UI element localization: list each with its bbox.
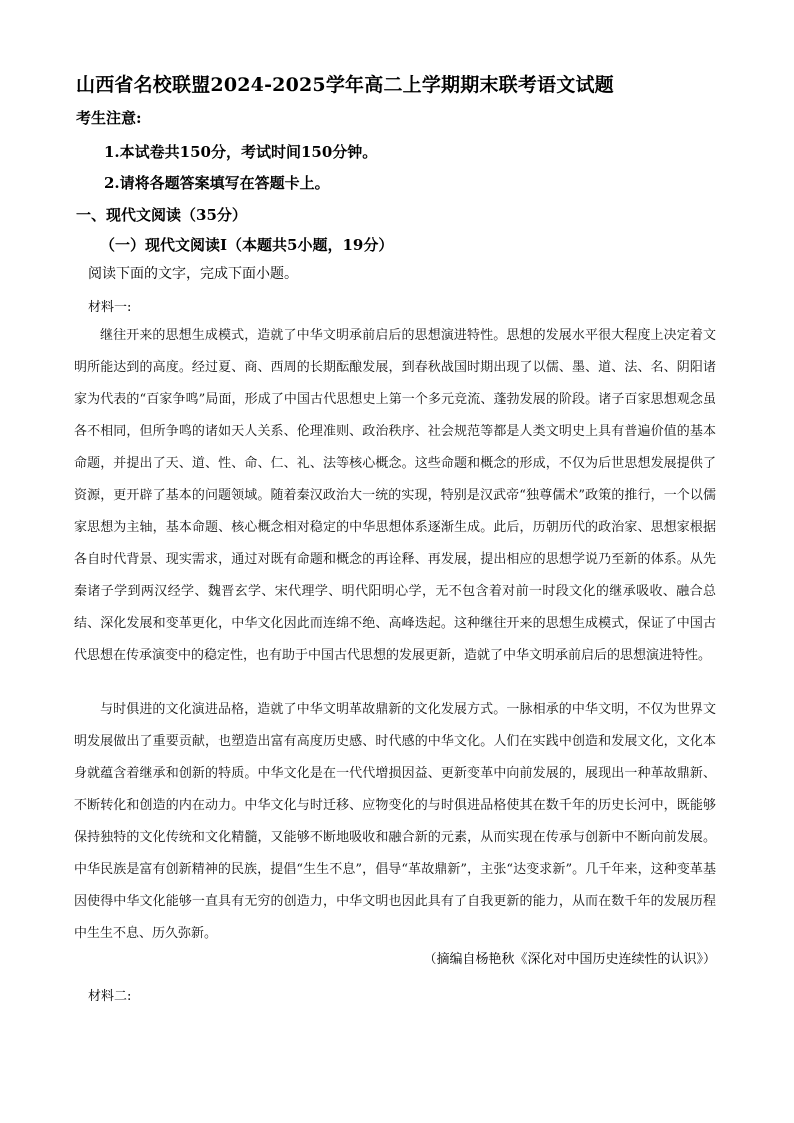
subsection-heading: （一）现代文阅读Ⅰ（本题共5小题，19分） [100,236,394,254]
notice-item-2: 2.请将各题答案填写在答题卡上。 [104,174,330,192]
material-2-label: 材料二: [88,989,132,1004]
material-1-paragraph-1: 继往开来的思想生成模式，造就了中华文明承前启后的思想演进特性。思想的发展水平很大程度上决定着文明所能达到的高度。经过夏、商、西周的长期酝酿发展，到春秋战国时期出现了以儒、墨、道、法、名、阴阳诸家为代表的“百家争鸣”局面，形成了中国古代思想史上第一个多元竞流、蓬勃发展的阶段。诸子百家思想观念虽各不相同，但所争鸣的诸如天人关系、伦理准则、政治秩序、社会规范等都是人类文明史上具有普遍价值的基本命题，并提出了天、道、性、命、仁、礼、法等核心概念。这些命题和概念的形成，不仅为后世思想发展提供了资源，更开辟了基本的问题领域。随着秦汉政治大一统的实现，特别是汉武帝“独尊儒术”政策的推行，一个以儒家思想为主轴，基本命题、核心概念相对稳定的中华思想体系逐渐生成。此后，历朝历代的政治家、思想家根据各自时代背景、现实需求，通过对既有命题和概念的再诠释、再发展，提出相应的思想学说乃至新的体系。从先秦诸子学到两汉经学、魏晋玄学、宋代理学、明代阳明心学，无不包含着对前一时段文化的继承吸收、融合总结、深化发展和变革更化，中华文化因此而连绵不绝、高峰迭起。这种继往开来的思想生成模式，保证了中国古代思想在传承演变中的稳定性，也有助于中国古代思想的发展更新，造就了中华文明承前启后的思想演进特性。 [74,328,716,663]
notice-heading: 考生注意: [76,109,142,127]
reading-instruction: 阅读下面的文字，完成下面小题。 [88,266,298,282]
material-1-label: 材料一: [88,300,132,315]
material-1-paragraph-2: 与时俱进的文化演进品格，造就了中华文明革故鼎新的文化发展方式。一脉相承的中华文明，不仅为世界文明发展做出了重要贡献，也塑造出富有高度历史感、时代感的中华文化。人们在实践中创造和发展文化，文化本身就蕴含着继承和创新的特质。中华文化是在一代代增损因益、更新变革中向前发展的，展现出一种革故鼎新、不断转化和创造的内在动力。中华文化与时迁移、应物变化的与时俱进品格使其在数千年的历史长河中，既能够保持独特的文化传统和文化精髓，又能够不断地吸收和融合新的元素，从而实现在传承与创新中不断向前发展。中华民族是富有创新精神的民族，提倡“生生不息”，倡导“革故鼎新”，主张“达变求新”。几千年来，这种变革基因使得中华文化能够一直具有无穷的创造力，中华文明也因此具有了自我更新的能力，从而在数千年的发展历程中生生不息、历久弥新。 [74,702,716,941]
section-heading: 一、现代文阅读（35分） [76,206,247,224]
material-1-source: （摘编自杨艳秋《深化对中国历史连续性的认识》） [423,952,716,967]
notice-item-1: 1.本试卷共150分，考试时间150分钟。 [104,143,378,161]
exam-title: 山西省名校联盟2024-2025学年高二上学期期末联考语文试题 [76,74,614,96]
